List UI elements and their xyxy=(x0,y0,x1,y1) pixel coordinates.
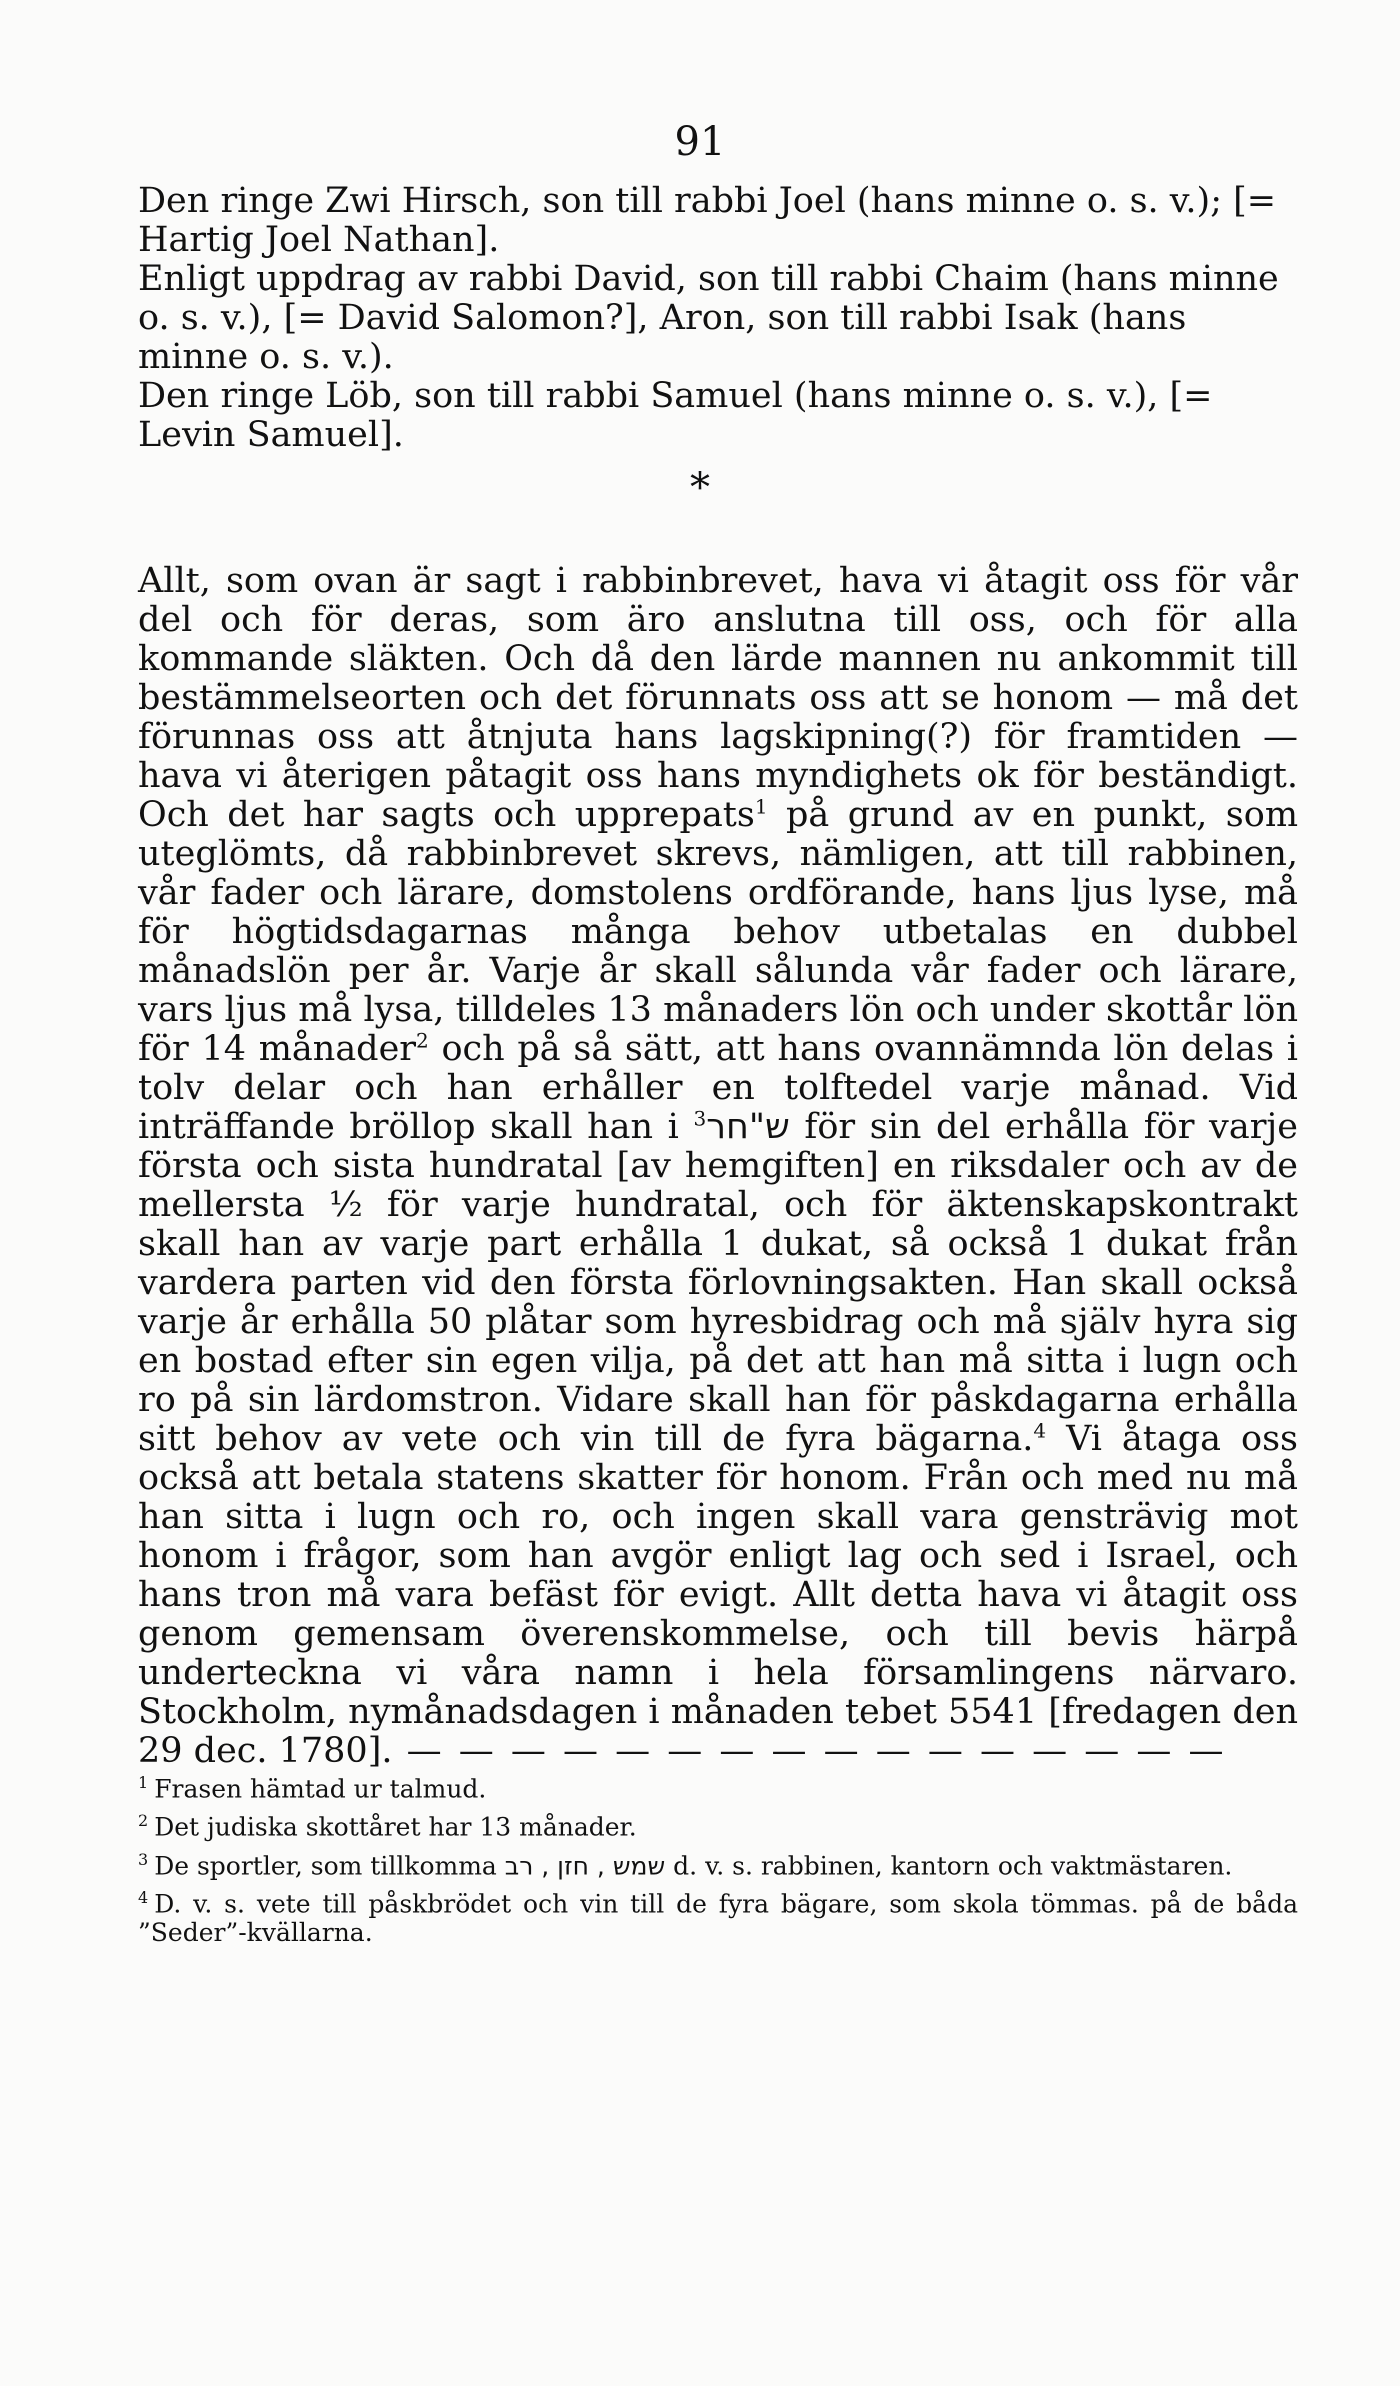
footnote-mark: 3 xyxy=(138,1849,149,1869)
footnote xyxy=(138,1845,1298,1880)
text-part: Allt, som ovan är sagt i rabbinbrevet, hava vi åtagit oss för vår del och för deras, som äro anslutna till oss, och för alla kommande släkten. Och då den lärde mannen nu ankommit till bestämmelseorten och det förunnats oss att se honom — må det förunnas oss att åtnjuta hans lagskipning(?) för framtiden — hava vi återigen påtagit oss hans myndighets ok för beständigt. Och det har sagts och upprepats xyxy=(138,561,1298,835)
footnote-ref: 3 xyxy=(693,1106,707,1131)
page-number: 91 xyxy=(674,119,726,165)
dash-fill: — — — — — — — — — — — — — — — — xyxy=(392,1731,1227,1771)
footnotes xyxy=(138,1768,1298,1950)
hebrew-abbreviation: ש"חר xyxy=(706,1107,790,1147)
signatures-block xyxy=(138,182,1298,455)
text-part: och på så sätt, att hans ovannämnda lön delas i tolv delar och han erhåller en tolftedel varje månad. Vid inträffande bröllop skall han i xyxy=(138,1029,1298,1147)
footnote-ref: 4 xyxy=(1033,1418,1047,1443)
text-part: Vi åtaga oss också att betala statens skatter för honom. Från och med nu må han sitta i lugn och ro, och ingen skall vara gensträvig mot honom i frågor, som han avgör enligt lag och sed i Israel, och hans tron må vara befäst för evigt. Allt detta hava vi åtagit oss genom gemensam överenskommelse, och till bevis härpå underteckna vi våra namn i hela församlingens närvaro. Stockholm, nymånadsdagen i månaden tebet 5541 [fredagen den 29 dec. 1780]. xyxy=(138,1419,1299,1771)
footnote-text: D. v. s. vete till påskbrödet och vin till de fyra bägare, som skola tömmas. på de båda ”Seder”-kvällarna. xyxy=(138,1889,1298,1948)
signature-line: Den ringe Löb, son till rabbi Samuel (hans minne o. s. v.), [= Levin Samuel]. xyxy=(138,376,1213,455)
text-part: på grund av en punkt, som uteglömts, då rabbinbrevet skrevs, nämligen, att till rabbinen, vår fader och lärare, domstolens ordförande, hans ljus lyse, må för högtidsdagarnas många behov utbetalas en dubbel månadslön per år. Varje år skall sålunda vår fader och lärare, vars ljus må lysa, tilldeles 13 månaders lön och under skottår lön för 14 månader xyxy=(138,795,1299,1069)
footnote xyxy=(138,1883,1298,1947)
footnote-text: De sportler, som tillkomma xyxy=(154,1850,505,1880)
footnote xyxy=(138,1768,1298,1803)
footnote-mark: 4 xyxy=(138,1887,149,1907)
footnote xyxy=(138,1806,1298,1841)
footnote-text: Frasen hämtad ur talmud. xyxy=(154,1774,487,1804)
signature-line: Den ringe Zwi Hirsch, son till rabbi Joel (hans minne o. s. v.); [= Hartig Joel Nathan]. xyxy=(138,181,1277,260)
text-part: för sin del erhålla för varje första och sista hundratal [av hemgiften] en riksdaler och av de mellersta ½ för varje hundratal, och för äktenskapskontrakt skall han av varje part erhålla 1 dukat, så också 1 dukat från vardera parten vid den första förlovningsakten. Han skall också varje år erhålla 50 plåtar som hyresbidrag och må själv hyra sig en bostad efter sin egen vilja, på det att han må sitta i lugn och ro på sin lärdomstron. Vidare skall han för påskdagarna erhålla sitt behov av vete och vin till de fyra bägarna. xyxy=(138,1107,1298,1459)
footnote-text: Det judiska skottåret har 13 månader. xyxy=(154,1812,637,1842)
signature-line: Enligt uppdrag av rabbi David, son till rabbi Chaim (hans minne o. s. v.), [= David Salomon?], Aron, son till rabbi Isak (hans minne o. s. v.). xyxy=(138,259,1279,377)
section-separator: * xyxy=(690,465,710,511)
main-text xyxy=(138,562,1298,1771)
footnote-ref: 1 xyxy=(754,794,768,819)
footnote-ref: 2 xyxy=(416,1028,429,1053)
footnote-text: d. v. s. rabbinen, kantorn och vaktmästaren. xyxy=(665,1850,1233,1880)
footnote-mark: 1 xyxy=(138,1773,149,1792)
footnote-mark: 2 xyxy=(138,1811,149,1831)
main-paragraph xyxy=(138,562,1298,1771)
hebrew-terms: שמש , חזן , רב xyxy=(504,1850,666,1880)
